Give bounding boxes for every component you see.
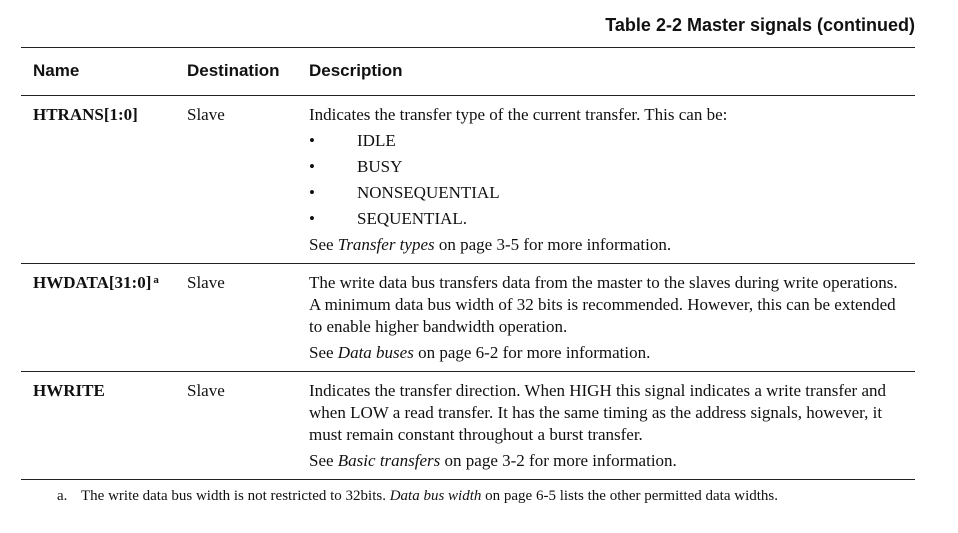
signal-destination: Slave (187, 105, 225, 124)
footnote-ref[interactable]: a (153, 274, 159, 286)
description-intro: Indicates the transfer type of the current transfer. This can be: (309, 105, 728, 124)
description-text: Indicates the transfer direction. When HIGH this signal indicates a write transfer and when LOW a read transfer. It has the same timing as the address signals, however, it must remain constant throughout a burst transfer. (309, 381, 887, 444)
cross-reference-link[interactable]: Transfer types (337, 235, 435, 254)
see-also: See Basic transfers on page 3-2 for more information. (309, 451, 677, 470)
bullet-icon: • (309, 131, 315, 150)
signal-description-hwrite (309, 380, 909, 472)
bullet-icon: • (309, 183, 315, 202)
signal-name-hwdata: HWDATA[31:0] $^a$ (33, 273, 159, 292)
list-item: • NONSEQUENTIAL (309, 183, 500, 202)
column-header-destination: Destination (187, 61, 280, 80)
table-bottom-rule (21, 479, 915, 480)
transfer-type-list (309, 130, 909, 234)
cross-reference-link[interactable]: Basic transfers (337, 451, 441, 470)
signal-description-hwdata (309, 272, 909, 364)
signal-destination: Slave (187, 381, 225, 400)
description-text: The write data bus transfers data from the master to the slaves during write operations. A minimum data bus width of 32 bits is recommended. However, this can be extended to enable higher bandwidth operation. (309, 273, 898, 336)
row-rule (21, 263, 915, 264)
cross-reference-link[interactable]: Data buses (337, 343, 414, 362)
signal-destination: Slave (187, 273, 225, 292)
column-header-description: Description (309, 61, 403, 80)
table-footnote: a. The write data bus width is not restricted to 32bits. Data bus width on page 6-5 lists the other permitted data widths. (57, 488, 778, 504)
list-item: • SEQUENTIAL. (309, 209, 468, 228)
see-also: See Transfer types on page 3-5 for more information. (309, 235, 672, 254)
row-rule (21, 371, 915, 372)
signal-description-htrans (309, 104, 909, 256)
table-caption: Table 2-2 Master signals (continued) (605, 15, 915, 35)
column-header-name: Name (33, 61, 80, 80)
bullet-icon: • (309, 209, 315, 228)
signal-name-hwrite: HWRITE (33, 381, 105, 400)
see-also: See Data buses on page 6-2 for more information. (309, 343, 651, 362)
list-item: • BUSY (309, 157, 403, 176)
header-rule (21, 95, 915, 96)
bullet-icon: • (309, 157, 315, 176)
table-top-rule (21, 47, 915, 48)
signal-name-htrans: HTRANS[1:0] (33, 105, 138, 124)
footnote-mark: a. (57, 488, 68, 504)
list-item: • IDLE (309, 131, 396, 150)
cross-reference-link[interactable]: Data bus width (389, 488, 482, 504)
